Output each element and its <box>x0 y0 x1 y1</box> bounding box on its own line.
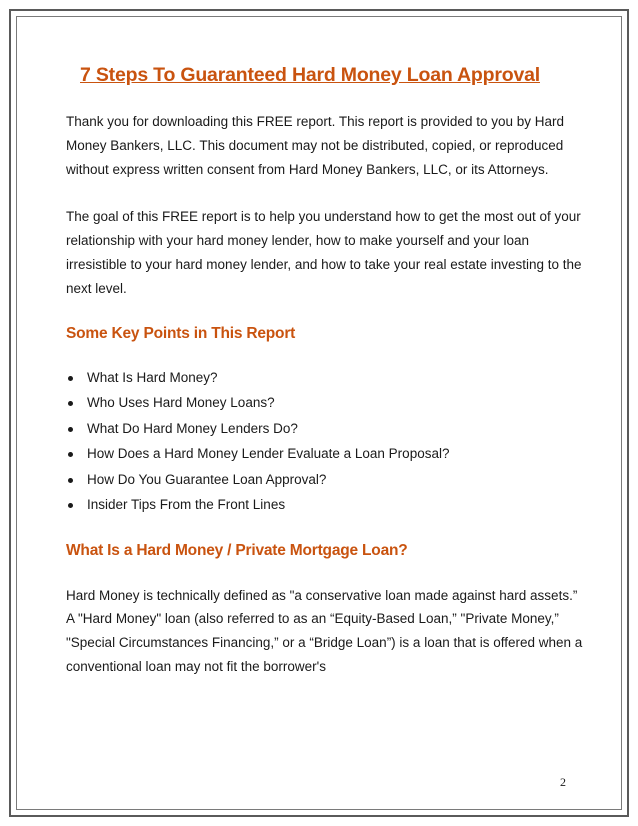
list-item-text: Insider Tips From the Front Lines <box>87 497 286 513</box>
list-item <box>66 416 586 442</box>
bullet-icon <box>68 503 73 508</box>
document-title: 7 Steps To Guaranteed Hard Money Loan Approval <box>80 64 540 86</box>
list-item-text: Who Uses Hard Money Loans? <box>87 395 275 411</box>
list-item-text: How Do You Guarantee Loan Approval? <box>87 471 327 487</box>
document-body <box>66 64 586 679</box>
list-item <box>66 492 586 518</box>
list-item <box>66 390 586 416</box>
goal-paragraph: The goal of this FREE report is to help you understand how to get the most out of your relationship with your hard money lender, how to make yourself and your loan irresistible to your hard money lender, and how to take your real estate investing to the next level. <box>66 209 582 296</box>
list-item-text: What Is Hard Money? <box>87 369 218 385</box>
bullet-icon <box>68 452 73 457</box>
definition-heading: What Is a Hard Money / Private Mortgage Loan? <box>66 541 408 559</box>
key-points-list <box>66 365 586 518</box>
list-item-text: How Does a Hard Money Lender Evaluate a Loan Proposal? <box>87 446 450 462</box>
bullet-icon <box>68 376 73 381</box>
definition-paragraph: Hard Money is technically defined as "a conservative loan made against hard assets.” A "Hard Money" loan (also referred to as an “Equity-Based Loan,” "Private Money,” "Special Circumstances Financing,” or a “Bridge Loan”) is a loan that is offered when a conventional loan may not fit the borrower's <box>66 587 583 674</box>
bullet-icon <box>68 427 73 432</box>
bullet-icon <box>68 401 73 406</box>
bullet-icon <box>68 478 73 483</box>
key-points-heading: Some Key Points in This Report <box>66 324 296 342</box>
intro-paragraph: Thank you for downloading this FREE report. This report is provided to you by Hard Money Bankers, LLC. This document may not be distributed, copied, or reproduced without express written consent from Hard Money Bankers, LLC, or its Attorneys. <box>66 114 564 177</box>
list-item <box>66 441 586 467</box>
list-item <box>66 365 586 391</box>
page-number: 2 <box>560 775 566 789</box>
list-item <box>66 467 586 493</box>
list-item-text: What Do Hard Money Lenders Do? <box>87 420 298 436</box>
